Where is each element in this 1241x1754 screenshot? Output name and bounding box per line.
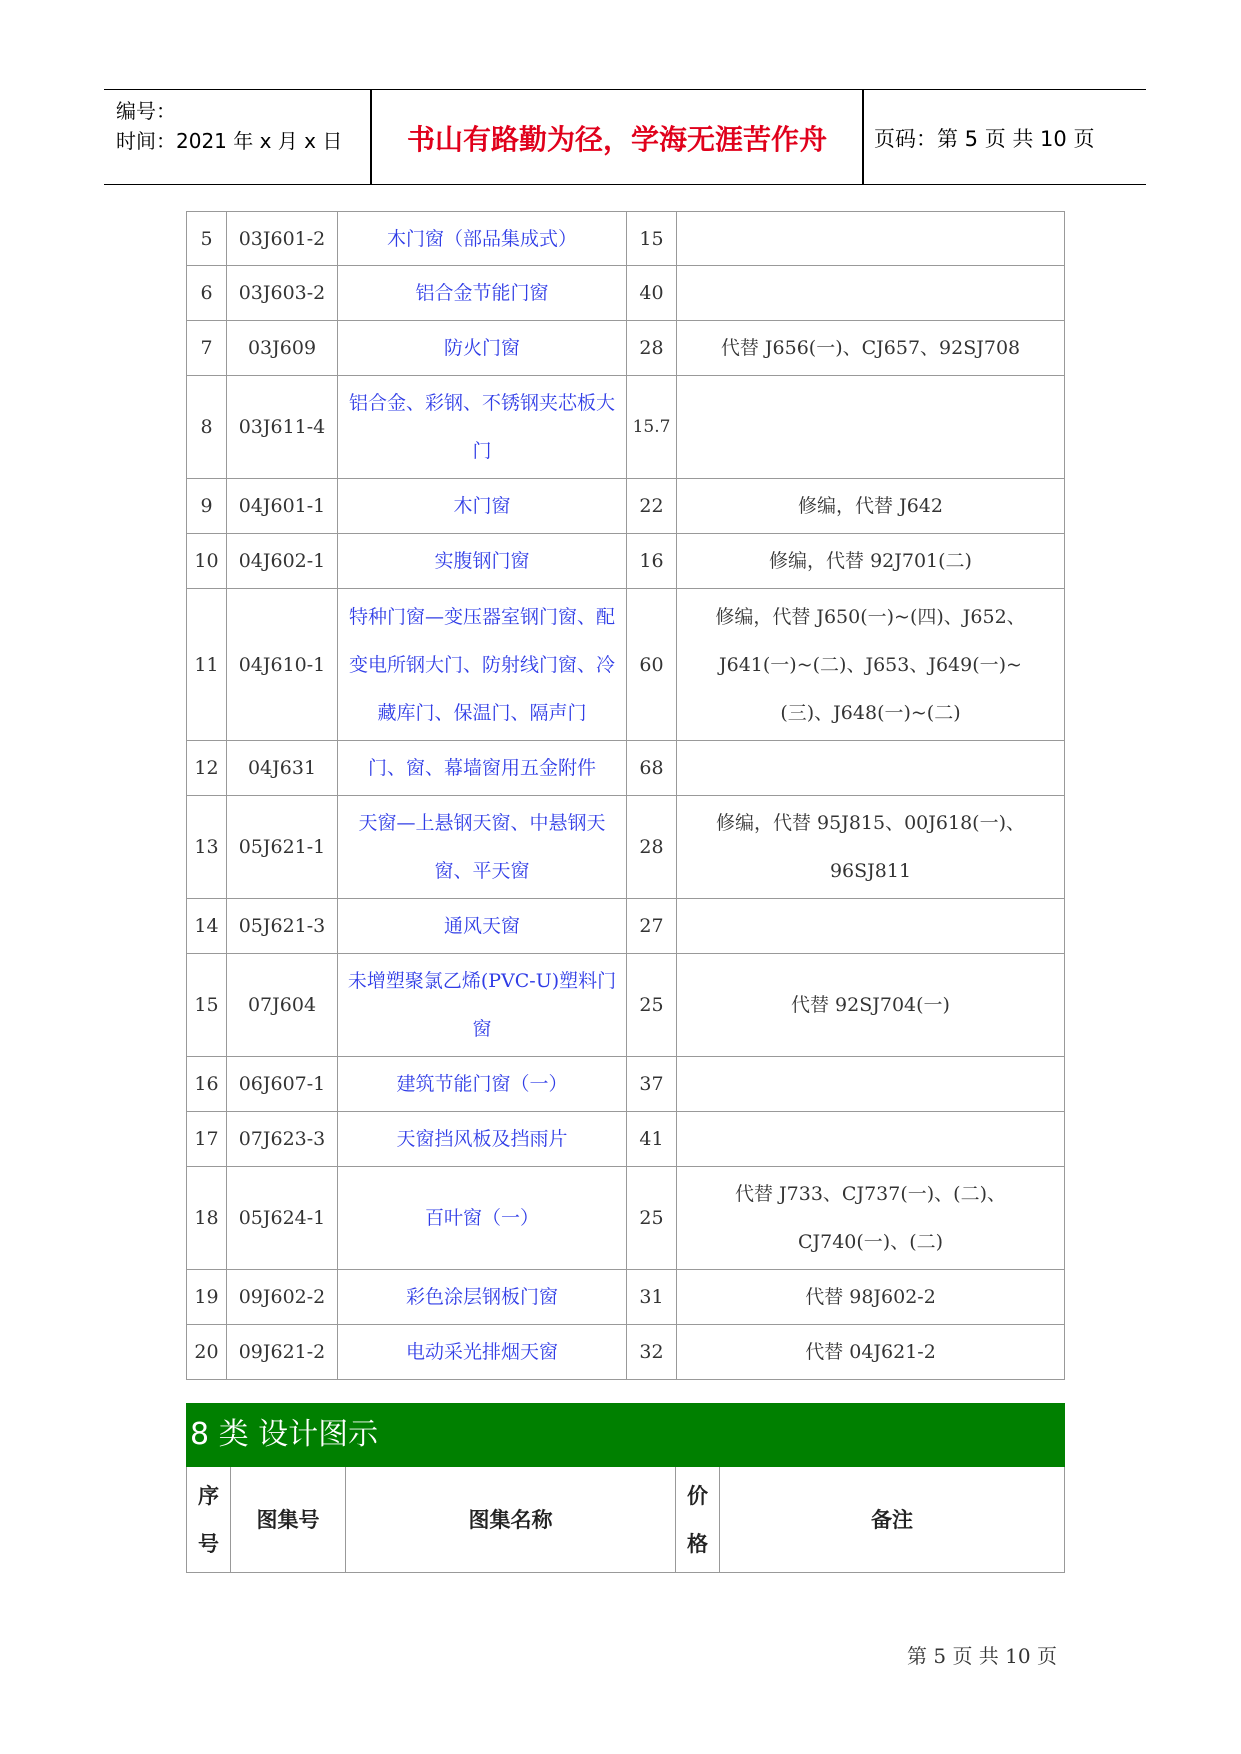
cell-no [187,321,227,375]
cell-no [187,1270,227,1324]
cell-note-text: 代替 04J621-2 [805,1341,936,1363]
header-motto: 书山有路勤为径，学海无涯苦作舟 [406,123,827,156]
cell-code-text: 07J604 [247,994,317,1016]
cell-code-text: 05J621-1 [238,836,326,858]
cell-price [627,1270,677,1324]
table-row [186,796,1065,899]
cell-no [187,741,227,795]
header-cell-note: 备注 [871,1507,913,1532]
cell-name [338,266,627,320]
cell-no [187,796,227,898]
cell-price [627,212,677,265]
cell-code-text: 09J621-2 [238,1341,326,1363]
header-divider [862,90,864,184]
cell-no-text: 6 [200,282,213,304]
cell-code-text: 04J631 [247,757,317,779]
cell-note [677,741,1064,795]
cell-price-text: 37 [639,1073,664,1095]
table-row [186,1057,1065,1112]
cell-code [227,796,338,898]
cell-no-text: 8 [200,416,213,438]
table-row [186,376,1065,479]
cell-price-text: 22 [639,495,664,517]
cell-code-text: 09J602-2 [238,1286,326,1308]
cell-code-text: 03J601-2 [238,227,326,250]
cell-note [677,796,1064,898]
cell-name [338,1057,627,1111]
cell-price-text: 25 [639,1207,664,1229]
table-row [186,534,1065,589]
cell-price-text: 60 [639,653,664,676]
table-row [186,1325,1065,1380]
table-row [186,899,1065,954]
cell-name-text: 天窗—上悬钢天窗、中悬钢天窗、平天窗 [358,812,606,882]
cell-price-text: 28 [639,836,664,858]
cell-price-text: 16 [639,550,664,572]
cell-note-text: 修编，代替 J650(一)~(四)、J652、J641(一)~(二)、J653、J649(一)~(三)、J648(一)~(二) [715,605,1026,724]
cell-note-text: 代替 92SJ704(一) [791,994,950,1016]
cell-name [338,899,627,953]
cell-no [187,954,227,1056]
cell-name-text: 未增塑聚氯乙烯(PVC-U)塑料门窗 [347,970,617,1040]
cell-name-text: 天窗挡风板及挡雨片 [396,1128,568,1150]
table-row [186,321,1065,376]
cell-no-text: 15 [194,994,219,1016]
cell-code-text: 03J611-4 [238,416,326,438]
cell-no [187,1325,227,1379]
cell-name-text: 铝合金、彩钢、不锈钢夹芯板大门 [348,392,615,462]
cell-note [677,1112,1064,1166]
header-no-text: 序号 [198,1483,219,1556]
section-title: 8 类 设计图示 [186,1403,1065,1467]
header-number-label: 编号： [116,99,176,123]
table-row [186,479,1065,534]
cell-note [677,212,1064,265]
cell-code [227,534,338,588]
cell-price-text: 40 [639,282,664,304]
cell-no-text: 13 [194,836,219,858]
cell-code-text: 04J602-1 [238,550,326,572]
cell-code [227,1057,338,1111]
cell-code-text: 04J610-1 [238,653,326,676]
cell-code [227,1325,338,1379]
cell-name-text: 木门窗（部品集成式） [386,227,577,250]
cell-code-text: 05J621-3 [238,915,326,937]
cell-note [677,479,1064,533]
cell-name-text: 百叶窗（一） [424,1207,539,1229]
cell-note-text: 修编，代替 J642 [798,495,943,517]
table-row [186,1167,1065,1270]
cell-price [627,1167,677,1269]
cell-name-text: 特种门窗—变压器室钢门窗、配变电所钢大门、防射线门窗、冷藏库门、保温门、隔声门 [348,605,615,724]
cell-code [227,376,338,478]
cell-code [227,741,338,795]
cell-name [338,741,627,795]
cell-note [677,954,1064,1056]
cell-code-text: 05J624-1 [238,1207,326,1229]
cell-code-text: 06J607-1 [238,1073,326,1095]
cell-price-text: 28 [639,337,664,359]
cell-price [627,376,677,478]
cell-name-text: 通风天窗 [443,915,520,937]
cell-price [627,954,677,1056]
table-row [186,266,1065,321]
cell-no [187,589,227,740]
cell-name-text: 防火门窗 [443,337,520,359]
cell-name-text: 门、窗、幕墙窗用五金附件 [367,757,596,779]
cell-no-text: 20 [194,1341,219,1363]
cell-note [677,1325,1064,1379]
cell-note [677,1270,1064,1324]
cell-note [677,589,1064,740]
cell-price [627,1112,677,1166]
cell-code [227,321,338,375]
header-cell-no [187,1467,231,1572]
cell-name [338,212,627,265]
cell-name [338,534,627,588]
cell-name-text: 实腹钢门窗 [434,550,530,572]
cell-name [338,479,627,533]
table-row [186,211,1065,266]
cell-price [627,741,677,795]
cell-no [187,1057,227,1111]
cell-note [677,321,1064,375]
cell-price-text: 15.7 [632,417,671,437]
cell-code [227,479,338,533]
cell-name [338,796,627,898]
page-header [104,89,1146,185]
cell-name [338,1112,627,1166]
cell-code-text: 04J601-1 [238,495,326,517]
cell-name-text: 木门窗 [453,495,511,517]
cell-code-text: 03J603-2 [238,282,326,304]
table-row [186,954,1065,1057]
cell-name [338,954,627,1056]
cell-name-text: 铝合金节能门窗 [415,282,549,304]
cell-name-text: 电动采光排烟天窗 [405,1341,558,1363]
catalog-table [186,211,1065,1380]
cell-no-text: 11 [194,653,219,676]
cell-price-text: 41 [639,1128,664,1150]
cell-name [338,321,627,375]
cell-price-text: 27 [639,915,664,937]
cell-no [187,266,227,320]
cell-note-text: 修编，代替 95J815、00J618(一)、96SJ811 [716,812,1025,882]
cell-code [227,1167,338,1269]
cell-name [338,1167,627,1269]
header-time-label: 时间：2021 年 x 月 x 日 [116,129,343,153]
cell-price [627,321,677,375]
cell-name-text: 建筑节能门窗（一） [396,1073,568,1095]
cell-name [338,1325,627,1379]
cell-price-text: 31 [639,1286,664,1308]
cell-code [227,899,338,953]
cell-no-text: 16 [194,1073,219,1095]
table-header-row [186,1467,1065,1573]
cell-price [627,899,677,953]
cell-note [677,376,1064,478]
header-cell-price [676,1467,720,1572]
cell-note-text: 修编，代替 92J701(二) [769,550,972,572]
cell-note [677,1167,1064,1269]
cell-code [227,266,338,320]
cell-price [627,534,677,588]
cell-no [187,479,227,533]
cell-price [627,1057,677,1111]
cell-price [627,479,677,533]
cell-no-text: 18 [194,1207,219,1229]
header-cell-code: 图集号 [231,1467,346,1572]
cell-name [338,1270,627,1324]
cell-no-text: 5 [200,227,213,250]
cell-code-text: 07J623-3 [238,1128,326,1150]
cell-no [187,1167,227,1269]
cell-note-text: 代替 98J602-2 [805,1286,936,1308]
cell-no [187,212,227,265]
cell-no-text: 17 [194,1128,219,1150]
table-row [186,589,1065,741]
header-meta [116,96,342,156]
table-row [186,1112,1065,1167]
header-cell-name: 图集名称 [346,1467,676,1572]
cell-price [627,589,677,740]
table-row [186,741,1065,796]
cell-no-text: 14 [194,915,219,937]
cell-note [677,534,1064,588]
cell-note [677,1057,1064,1111]
header-page-number: 页码：第 5 页 共 10 页 [874,127,1095,151]
cell-code-text: 03J609 [247,337,317,359]
cell-code [227,954,338,1056]
cell-no-text: 12 [194,757,219,779]
cell-name [338,376,627,478]
cell-no-text: 19 [194,1286,219,1308]
cell-note [677,899,1064,953]
cell-price-text: 68 [639,757,664,779]
cell-no [187,899,227,953]
page-footer: 第 5 页 共 10 页 [907,1644,1057,1668]
cell-price-text: 15 [639,227,664,250]
cell-no [187,376,227,478]
cell-code [227,1270,338,1324]
cell-no-text: 7 [200,337,213,359]
cell-note-text: 代替 J733、CJ737(一)、(二)、CJ740(一)、(二) [735,1183,1006,1253]
cell-code [227,1112,338,1166]
cell-no [187,1112,227,1166]
cell-price [627,1325,677,1379]
table-row [186,1270,1065,1325]
cell-code [227,212,338,265]
cell-price [627,796,677,898]
cell-price [627,266,677,320]
cell-name [338,589,627,740]
cell-price-text: 32 [639,1341,664,1363]
cell-note-text: 代替 J656(一)、CJ657、92SJ708 [720,337,1021,359]
cell-code [227,589,338,740]
header-price-text: 价格 [687,1483,708,1556]
cell-no-text: 9 [200,495,213,517]
cell-no [187,534,227,588]
cell-name-text: 彩色涂层钢板门窗 [405,1286,558,1308]
cell-note [677,266,1064,320]
cell-no-text: 10 [194,550,219,572]
cell-price-text: 25 [639,994,664,1016]
